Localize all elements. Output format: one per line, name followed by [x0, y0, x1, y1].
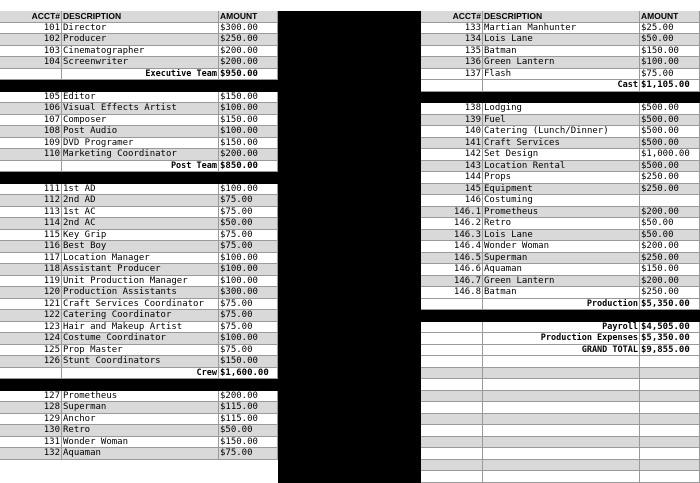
amount-cell[interactable]: $75.00	[219, 345, 278, 357]
description-cell[interactable]: Craft Services Coordinator	[62, 299, 219, 311]
summary-amount[interactable]: $9,855.00	[640, 345, 700, 357]
empty-cell[interactable]	[640, 460, 700, 472]
amount-cell[interactable]: $250.00	[640, 287, 700, 299]
amount-cell[interactable]: $200.00	[640, 207, 700, 219]
empty-cell[interactable]	[483, 356, 640, 368]
acct-cell[interactable]: 112	[0, 195, 62, 207]
acct-cell[interactable]: 115	[0, 230, 62, 242]
empty-cell[interactable]	[483, 368, 640, 380]
amount-cell[interactable]: $500.00	[640, 138, 700, 150]
amount-cell[interactable]: $115.00	[219, 414, 278, 426]
empty-cell[interactable]	[483, 437, 640, 449]
empty-cell[interactable]	[421, 437, 483, 449]
section-divider[interactable]	[0, 379, 278, 391]
acct-cell[interactable]: 124	[0, 333, 62, 345]
amount-cell[interactable]: $200.00	[219, 391, 278, 403]
amount-cell[interactable]: $150.00	[219, 437, 278, 449]
amount-cell[interactable]: $150.00	[219, 138, 278, 150]
description-cell[interactable]: DVD Programer	[62, 138, 219, 150]
acct-cell[interactable]: 146.3	[421, 230, 483, 242]
amount-cell[interactable]: $150.00	[640, 46, 700, 58]
description-cell[interactable]: Superman	[62, 402, 219, 414]
description-cell[interactable]: Prometheus	[483, 207, 640, 219]
acct-cell[interactable]: 131	[0, 437, 62, 449]
description-cell[interactable]: Location Rental	[483, 161, 640, 173]
empty-cell[interactable]	[640, 425, 700, 437]
acct-cell[interactable]: 146.4	[421, 241, 483, 253]
acct-cell[interactable]: 140	[421, 126, 483, 138]
acct-cell[interactable]: 114	[0, 218, 62, 230]
acct-cell[interactable]: 101	[0, 23, 62, 35]
acct-cell[interactable]: 119	[0, 276, 62, 288]
description-cell[interactable]: Props	[483, 172, 640, 184]
summary-amount[interactable]: $5,350.00	[640, 333, 700, 345]
summary-spacer[interactable]	[421, 345, 483, 357]
description-cell[interactable]: 2nd AC	[62, 218, 219, 230]
empty-cell[interactable]	[483, 425, 640, 437]
amount-cell[interactable]: $150.00	[219, 115, 278, 127]
description-cell[interactable]: Catering (Lunch/Dinner)	[483, 126, 640, 138]
amount-cell[interactable]: $150.00	[219, 92, 278, 104]
acct-cell[interactable]: 122	[0, 310, 62, 322]
acct-cell[interactable]: 107	[0, 115, 62, 127]
acct-cell[interactable]: 123	[0, 322, 62, 334]
description-cell[interactable]: Lois Lane	[483, 34, 640, 46]
header-amount[interactable]: AMOUNT	[219, 11, 278, 23]
empty-cell[interactable]	[640, 437, 700, 449]
cast-total-spacer[interactable]	[421, 80, 483, 92]
description-cell[interactable]: Catering Coordinator	[62, 310, 219, 322]
description-cell[interactable]: Retro	[483, 218, 640, 230]
acct-cell[interactable]: 141	[421, 138, 483, 150]
acct-cell[interactable]: 133	[421, 23, 483, 35]
empty-cell[interactable]	[421, 379, 483, 391]
description-cell[interactable]: Best Boy	[62, 241, 219, 253]
empty-cell[interactable]	[421, 414, 483, 426]
section-divider[interactable]	[0, 172, 278, 184]
post-total-label[interactable]: Post Team	[62, 161, 219, 173]
acct-cell[interactable]: 146.1	[421, 207, 483, 219]
acct-cell[interactable]: 102	[0, 34, 62, 46]
description-cell[interactable]: 1st AD	[62, 184, 219, 196]
description-cell[interactable]: 2nd AD	[62, 195, 219, 207]
description-cell[interactable]: Hair and Makeup Artist	[62, 322, 219, 334]
empty-cell[interactable]	[640, 391, 700, 403]
description-cell[interactable]: Director	[62, 23, 219, 35]
description-cell[interactable]: Green Lantern	[483, 276, 640, 288]
acct-cell[interactable]: 138	[421, 103, 483, 115]
amount-cell[interactable]: $100.00	[219, 126, 278, 138]
header-description[interactable]: DESCRIPTION	[62, 11, 219, 23]
acct-cell[interactable]: 109	[0, 138, 62, 150]
description-cell[interactable]: Lois Lane	[483, 230, 640, 242]
empty-cell[interactable]	[640, 402, 700, 414]
crew-total-label[interactable]: Crew	[62, 368, 219, 380]
description-cell[interactable]: Marketing Coordinator	[62, 149, 219, 161]
production-total-label[interactable]: Production	[483, 299, 640, 311]
section-divider[interactable]	[421, 310, 700, 322]
amount-cell[interactable]: $100.00	[219, 333, 278, 345]
amount-cell[interactable]: $75.00	[640, 69, 700, 81]
description-cell[interactable]: Green Lantern	[483, 57, 640, 69]
executive-total-spacer[interactable]	[0, 69, 62, 81]
description-cell[interactable]: Editor	[62, 92, 219, 104]
acct-cell[interactable]: 137	[421, 69, 483, 81]
description-cell[interactable]: Equipment	[483, 184, 640, 196]
amount-cell[interactable]: $1,000.00	[640, 149, 700, 161]
summary-spacer[interactable]	[421, 333, 483, 345]
description-cell[interactable]: Location Manager	[62, 253, 219, 265]
acct-cell[interactable]: 118	[0, 264, 62, 276]
acct-cell[interactable]: 125	[0, 345, 62, 357]
amount-cell[interactable]: $100.00	[219, 184, 278, 196]
empty-cell[interactable]	[640, 356, 700, 368]
amount-cell[interactable]: $250.00	[640, 253, 700, 265]
empty-cell[interactable]	[640, 448, 700, 460]
description-cell[interactable]: Martian Manhunter	[483, 23, 640, 35]
empty-cell[interactable]	[483, 379, 640, 391]
production-total-spacer[interactable]	[421, 299, 483, 311]
amount-cell[interactable]: $200.00	[219, 149, 278, 161]
description-cell[interactable]: Unit Production Manager	[62, 276, 219, 288]
amount-cell[interactable]: $500.00	[640, 161, 700, 173]
crew-total-spacer[interactable]	[0, 368, 62, 380]
empty-cell[interactable]	[421, 425, 483, 437]
description-cell[interactable]: Assistant Producer	[62, 264, 219, 276]
empty-cell[interactable]	[640, 368, 700, 380]
acct-cell[interactable]: 145	[421, 184, 483, 196]
amount-cell[interactable]: $250.00	[640, 184, 700, 196]
header-acct[interactable]: ACCT#	[421, 11, 483, 23]
amount-cell[interactable]: $25.00	[640, 23, 700, 35]
amount-cell[interactable]: $500.00	[640, 103, 700, 115]
acct-cell[interactable]: 129	[0, 414, 62, 426]
description-cell[interactable]: Wonder Woman	[483, 241, 640, 253]
acct-cell[interactable]: 104	[0, 57, 62, 69]
acct-cell[interactable]: 128	[0, 402, 62, 414]
amount-cell[interactable]: $50.00	[640, 34, 700, 46]
amount-cell[interactable]: $500.00	[640, 115, 700, 127]
amount-cell[interactable]: $115.00	[219, 402, 278, 414]
description-cell[interactable]: Visual Effects Artist	[62, 103, 219, 115]
description-cell[interactable]: Aquaman	[62, 448, 219, 460]
acct-cell[interactable]: 135	[421, 46, 483, 58]
description-cell[interactable]: Lodging	[483, 103, 640, 115]
amount-cell[interactable]: $75.00	[219, 448, 278, 460]
description-cell[interactable]: Composer	[62, 115, 219, 127]
acct-cell[interactable]: 116	[0, 241, 62, 253]
header-acct[interactable]: ACCT#	[0, 11, 62, 23]
acct-cell[interactable]: 111	[0, 184, 62, 196]
executive-total-label[interactable]: Executive Team	[62, 69, 219, 81]
description-cell[interactable]: Costuming	[483, 195, 640, 207]
cast-total-label[interactable]: Cast	[483, 80, 640, 92]
empty-cell[interactable]	[421, 391, 483, 403]
post-total-amount[interactable]: $850.00	[219, 161, 278, 173]
amount-cell[interactable]: $200.00	[219, 57, 278, 69]
acct-cell[interactable]: 113	[0, 207, 62, 219]
amount-cell[interactable]: $50.00	[219, 218, 278, 230]
amount-cell[interactable]: $75.00	[219, 299, 278, 311]
amount-cell[interactable]: $100.00	[640, 57, 700, 69]
description-cell[interactable]: Post Audio	[62, 126, 219, 138]
empty-cell[interactable]	[421, 368, 483, 380]
acct-cell[interactable]: 142	[421, 149, 483, 161]
amount-cell[interactable]: $75.00	[219, 241, 278, 253]
acct-cell[interactable]: 103	[0, 46, 62, 58]
acct-cell[interactable]: 120	[0, 287, 62, 299]
amount-cell[interactable]: $500.00	[640, 126, 700, 138]
empty-cell[interactable]	[483, 414, 640, 426]
empty-cell[interactable]	[421, 460, 483, 472]
acct-cell[interactable]: 121	[0, 299, 62, 311]
center-divider	[278, 11, 421, 483]
amount-cell[interactable]: $200.00	[219, 46, 278, 58]
empty-cell[interactable]	[483, 402, 640, 414]
description-cell[interactable]: Production Assistants	[62, 287, 219, 299]
description-cell[interactable]: Prometheus	[62, 391, 219, 403]
amount-cell[interactable]: $75.00	[219, 310, 278, 322]
acct-cell[interactable]: 134	[421, 34, 483, 46]
description-cell[interactable]: Screenwriter	[62, 57, 219, 69]
description-cell[interactable]: Batman	[483, 46, 640, 58]
empty-cell[interactable]	[421, 448, 483, 460]
acct-cell[interactable]: 110	[0, 149, 62, 161]
summary-label[interactable]: GRAND TOTAL	[483, 345, 640, 357]
description-cell[interactable]: Retro	[62, 425, 219, 437]
amount-cell[interactable]: $300.00	[219, 287, 278, 299]
description-cell[interactable]: Anchor	[62, 414, 219, 426]
description-cell[interactable]: Key Grip	[62, 230, 219, 242]
acct-cell[interactable]: 117	[0, 253, 62, 265]
amount-cell[interactable]: $50.00	[219, 425, 278, 437]
cast-total-amount[interactable]: $1,105.00	[640, 80, 700, 92]
empty-cell[interactable]	[421, 356, 483, 368]
empty-cell[interactable]	[483, 460, 640, 472]
acct-cell[interactable]: 106	[0, 103, 62, 115]
amount-cell[interactable]: $50.00	[640, 218, 700, 230]
acct-cell[interactable]: 127	[0, 391, 62, 403]
amount-cell[interactable]: $200.00	[640, 241, 700, 253]
crew-total-amount[interactable]: $1,600.00	[219, 368, 278, 380]
amount-cell[interactable]: $75.00	[219, 207, 278, 219]
empty-cell[interactable]	[640, 414, 700, 426]
summary-amount[interactable]: $4,505.00	[640, 322, 700, 334]
description-cell[interactable]: Superman	[483, 253, 640, 265]
acct-cell[interactable]: 126	[0, 356, 62, 368]
amount-cell[interactable]: $200.00	[640, 276, 700, 288]
description-cell[interactable]: Fuel	[483, 115, 640, 127]
acct-cell[interactable]: 136	[421, 57, 483, 69]
amount-cell[interactable]: $50.00	[640, 230, 700, 242]
amount-cell[interactable]: $300.00	[219, 23, 278, 35]
amount-cell[interactable]: $250.00	[640, 172, 700, 184]
amount-cell[interactable]: $75.00	[219, 195, 278, 207]
acct-cell[interactable]: 146	[421, 195, 483, 207]
description-cell[interactable]: Flash	[483, 69, 640, 81]
acct-cell[interactable]: 105	[0, 92, 62, 104]
amount-cell[interactable]: $75.00	[219, 230, 278, 242]
acct-cell[interactable]: 139	[421, 115, 483, 127]
description-cell[interactable]: Costume Coordinator	[62, 333, 219, 345]
empty-cell[interactable]	[483, 391, 640, 403]
amount-cell[interactable]: $100.00	[219, 264, 278, 276]
acct-cell[interactable]: 146.2	[421, 218, 483, 230]
acct-cell[interactable]: 146.6	[421, 264, 483, 276]
amount-cell[interactable]: $150.00	[640, 264, 700, 276]
description-cell[interactable]: Aquaman	[483, 264, 640, 276]
amount-cell[interactable]: $250.00	[219, 34, 278, 46]
summary-spacer[interactable]	[421, 322, 483, 334]
amount-cell[interactable]	[640, 195, 700, 207]
summary-label[interactable]: Payroll	[483, 322, 640, 334]
acct-cell[interactable]: 130	[0, 425, 62, 437]
section-divider[interactable]	[0, 80, 278, 92]
amount-cell[interactable]: $100.00	[219, 253, 278, 265]
empty-cell[interactable]	[483, 448, 640, 460]
acct-cell[interactable]: 144	[421, 172, 483, 184]
section-divider[interactable]	[421, 92, 700, 104]
summary-label[interactable]: Production Expenses	[483, 333, 640, 345]
header-amount[interactable]: AMOUNT	[640, 11, 700, 23]
empty-cell[interactable]	[640, 379, 700, 391]
acct-cell[interactable]: 146.7	[421, 276, 483, 288]
description-cell[interactable]: 1st AC	[62, 207, 219, 219]
description-cell[interactable]: Stunt Coordinators	[62, 356, 219, 368]
amount-cell[interactable]: $100.00	[219, 276, 278, 288]
acct-cell[interactable]: 143	[421, 161, 483, 173]
acct-cell[interactable]: 108	[0, 126, 62, 138]
empty-cell[interactable]	[421, 402, 483, 414]
description-cell[interactable]: Wonder Woman	[62, 437, 219, 449]
amount-cell[interactable]: $150.00	[219, 356, 278, 368]
executive-total-amount[interactable]: $950.00	[219, 69, 278, 81]
description-cell[interactable]: Producer	[62, 34, 219, 46]
budget-spreadsheet	[0, 11, 700, 483]
description-cell[interactable]: Cinematographer	[62, 46, 219, 58]
acct-cell[interactable]: 146.8	[421, 287, 483, 299]
description-cell[interactable]: Set Design	[483, 149, 640, 161]
description-cell[interactable]: Batman	[483, 287, 640, 299]
header-description[interactable]: DESCRIPTION	[483, 11, 640, 23]
post-total-spacer[interactable]	[0, 161, 62, 173]
description-cell[interactable]: Prop Master	[62, 345, 219, 357]
description-cell[interactable]: Craft Services	[483, 138, 640, 150]
acct-cell[interactable]: 146.5	[421, 253, 483, 265]
amount-cell[interactable]: $75.00	[219, 322, 278, 334]
acct-cell[interactable]: 132	[0, 448, 62, 460]
amount-cell[interactable]: $100.00	[219, 103, 278, 115]
production-total-amount[interactable]: $5,350.00	[640, 299, 700, 311]
